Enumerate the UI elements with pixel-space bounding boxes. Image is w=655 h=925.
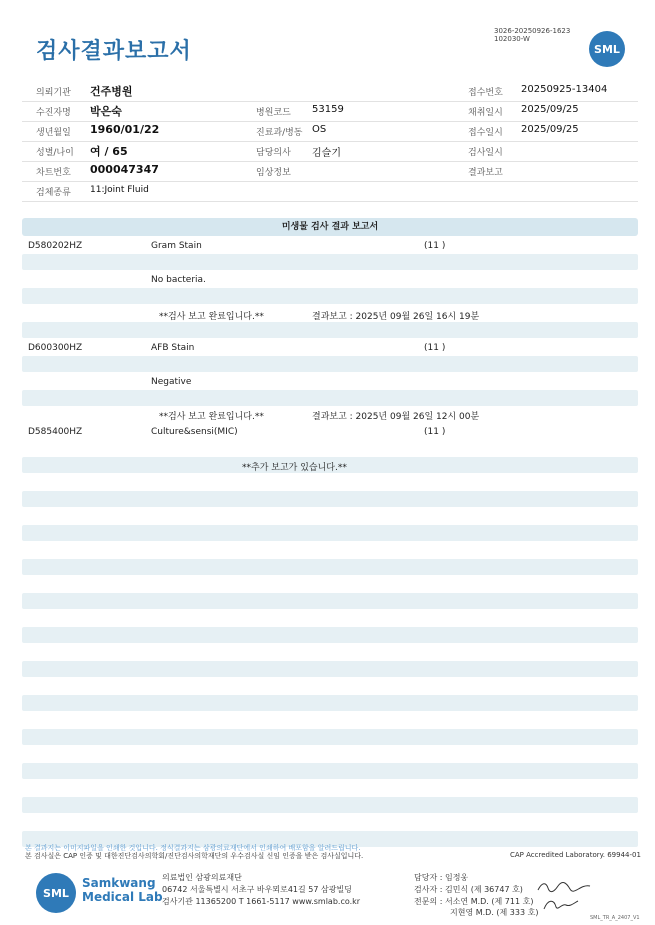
label-result-report: 결과보고 [468, 168, 503, 178]
value-hospital-code: 53159 [312, 104, 344, 115]
row-stripe [22, 491, 638, 507]
label-patient-name: 수진자명 [36, 108, 71, 118]
test-code: D580202HZ [28, 241, 83, 251]
row-stripe [22, 695, 638, 711]
test-count: (11 ) [424, 343, 446, 353]
value-collection-date: 2025/09/25 [521, 104, 579, 115]
row-stripe [22, 661, 638, 677]
test-result: Negative [151, 377, 192, 387]
row-stripe [22, 593, 638, 609]
row-stripe [22, 763, 638, 779]
label-hospital-code: 병원코드 [256, 108, 291, 118]
page-title: 검사결과보고서 [36, 39, 192, 64]
label-receipt-no: 접수번호 [468, 88, 503, 98]
patient-row-1 [22, 81, 638, 102]
value-chart-no: 000047347 [90, 163, 159, 176]
patient-row-3 [22, 121, 638, 142]
specialist-2: 지현영 M.D. (제 333 호) [450, 908, 539, 917]
brand-name-line1: Samkwang [82, 876, 156, 890]
label-chart-no: 차트번호 [36, 168, 71, 178]
label-physician: 담당의사 [256, 148, 291, 158]
test-name: AFB Stain [151, 343, 195, 353]
row-stripe [22, 525, 638, 541]
value-sex-age: 여 / 65 [90, 145, 128, 158]
section-title: 미생물 검사 결과 보고서 [22, 218, 638, 236]
test-count: (11 ) [424, 241, 446, 251]
document-id [494, 27, 570, 43]
brand-name [82, 876, 163, 904]
row-stripe [22, 729, 638, 745]
tester: 검사자 : 김민식 (제 36747 호) [414, 885, 523, 894]
row-stripe [22, 797, 638, 813]
label-requesting-org: 의뢰기관 [36, 88, 71, 98]
row-stripe [22, 356, 638, 372]
label-clinical-info: 임상정보 [256, 168, 291, 178]
org-name: 의료법인 삼광의료재단 [162, 873, 242, 882]
signature-icon [536, 880, 592, 894]
test-code: D600300HZ [28, 343, 83, 353]
row-stripe [22, 390, 638, 406]
test-code: D585400HZ [28, 427, 83, 437]
patient-row-4 [22, 141, 638, 162]
test-name: Culture&sensi(MIC) [151, 427, 238, 437]
label-test-date: 검사일시 [468, 148, 503, 158]
sml-logo-icon: SML [36, 873, 76, 913]
test-count: (11 ) [424, 427, 446, 437]
row-stripe [22, 254, 638, 270]
document-id-line2: 102030-W [494, 35, 530, 43]
row-stripe [22, 322, 638, 338]
value-receipt-date: 2025/09/25 [521, 124, 579, 135]
row-stripe [22, 627, 638, 643]
value-receipt-no: 20250925-13404 [521, 84, 608, 95]
sml-logo-icon: SML [589, 31, 625, 67]
report-complete: **검사 보고 완료입니다.** [159, 412, 264, 422]
label-specimen-type: 검체종류 [36, 188, 71, 198]
form-code: SML_TR_A_2407_V1 [590, 915, 640, 921]
label-birth-date: 생년월일 [36, 128, 71, 138]
value-physician: 김슬기 [312, 148, 341, 159]
label-department: 진료과/병동 [256, 128, 303, 138]
value-specimen-type: 11:Joint Fluid [90, 185, 149, 195]
value-requesting-org: 건주병원 [90, 85, 133, 98]
test-result: No bacteria. [151, 275, 206, 285]
org-address: 06742 서울특별시 서초구 바우뫼로41길 57 삼광빌딩 [162, 885, 352, 894]
report-complete: **검사 보고 완료입니다.** [159, 312, 264, 322]
value-patient-name: 박은숙 [90, 105, 122, 118]
signature-icon [540, 897, 580, 913]
org-contact: 검사기관 11365200 T 1661-5117 www.smlab.co.kr [162, 897, 361, 906]
patient-row-6 [22, 181, 638, 202]
brand-name-line2: Medical Lab [82, 890, 163, 904]
test-name: Gram Stain [151, 241, 202, 251]
document-id-line1: 3026-20250926-1623 [494, 27, 571, 35]
cap-accreditation: CAP Accredited Laboratory. 69944-01 [510, 851, 641, 859]
patient-row-5 [22, 161, 638, 182]
value-birth-date: 1960/01/22 [90, 123, 160, 136]
additional-report-note: **추가 보고가 있습니다.** [242, 463, 347, 473]
person-in-charge: 담당자 : 임정웅 [414, 873, 469, 882]
report-time: 결과보고 : 2025년 09월 26일 16시 19분 [312, 312, 480, 322]
label-sex-age: 성별/나이 [36, 148, 74, 158]
report-time: 결과보고 : 2025년 09월 26일 12시 00분 [312, 412, 480, 422]
value-department: OS [312, 124, 327, 135]
patient-row-2 [22, 101, 638, 122]
footer-notice-image: 본 결과지는 이미지파일을 인쇄한 것입니다. 정식결과지는 삼광의료재단에서 인쇄하여 배포함을 알려드립니다. [25, 844, 361, 852]
label-collection-date: 채취일시 [468, 108, 503, 118]
row-stripe [22, 288, 638, 304]
row-stripe [22, 559, 638, 575]
label-receipt-date: 접수일시 [468, 128, 503, 138]
footer-notice-cap: 본 검사실은 CAP 인증 및 대한진단검사의학회/진단검사의학재단의 우수검사실 신임 인증을 받은 검사실입니다. [25, 852, 364, 860]
specialist-1: 전문의 : 서소연 M.D. (제 711 호) [414, 897, 534, 906]
